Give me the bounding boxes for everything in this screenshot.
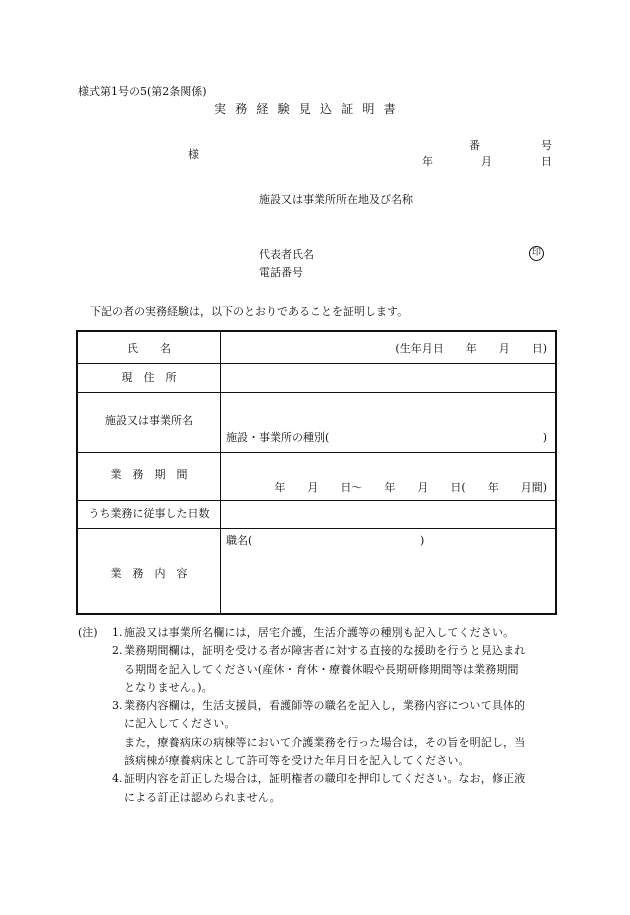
note-line: また，療養病床の病棟等において介護業務を行った場合は，その旨を明記し，当 bbox=[124, 735, 526, 749]
representative-name-label: 代表者氏名 bbox=[259, 248, 314, 261]
work-period-field[interactable]: 年 月 日〜 年 月 日( 年 月間) bbox=[274, 481, 547, 494]
notes-prefix: (注) bbox=[78, 626, 98, 639]
note-number: 1. bbox=[112, 626, 123, 639]
note-number: 4. bbox=[112, 772, 123, 786]
facility-type-field[interactable]: 施設・事業所の種別( bbox=[226, 431, 330, 444]
note-line: る期間を記入してください(産休・育休・療養休暇や長期研修期間等は業務期間 bbox=[124, 662, 519, 676]
birth-date-field[interactable]: (生年月日 年 月 日) bbox=[395, 342, 547, 355]
number-go-label: 号 bbox=[541, 139, 552, 152]
certification-statement: 下記の者の実務経験は，以下のとおりであることを証明します。 bbox=[90, 305, 409, 318]
seal-mark-icon: 印 bbox=[529, 246, 544, 261]
note-line: 施設又は事業所名欄には，居宅介護，生活介護等の種別も記入してください。 bbox=[124, 626, 515, 639]
phone-number-label: 電話番号 bbox=[259, 266, 303, 279]
notes-section bbox=[78, 624, 558, 807]
job-title-field[interactable]: 職名( bbox=[226, 534, 253, 547]
note-item bbox=[78, 642, 558, 697]
note-line: に記入してください。 bbox=[124, 717, 236, 731]
form-id: 様式第1号の5(第2条関係) bbox=[78, 85, 207, 98]
note-item bbox=[78, 624, 558, 642]
working-days-label: うち業務に従事した日数 bbox=[88, 507, 210, 520]
table-column-divider bbox=[220, 332, 221, 613]
note-number: 2. bbox=[112, 644, 123, 658]
date-month-label: 月 bbox=[481, 155, 492, 168]
table-row-divider bbox=[78, 528, 555, 529]
facility-type-close: ) bbox=[542, 431, 547, 444]
experience-table bbox=[76, 330, 557, 615]
table-row-divider bbox=[78, 392, 555, 393]
job-title-close: ) bbox=[420, 534, 425, 547]
issuer-facility-label: 施設又は事業所所在地及び名称 bbox=[259, 193, 413, 206]
table-row-divider bbox=[78, 452, 555, 453]
work-content-label: 業 務 内 容 bbox=[110, 567, 188, 580]
number-ban-label: 番 bbox=[469, 139, 480, 152]
document-title: 実務経験見込証明書 bbox=[214, 102, 405, 116]
note-item bbox=[78, 770, 558, 807]
note-line: 該病棟が療養病床として許可等を受けた年月日を記入してください。 bbox=[124, 754, 470, 768]
note-line: による訂正は認められません。 bbox=[124, 790, 281, 804]
address-label: 現 住 所 bbox=[121, 371, 177, 384]
work-period-label: 業 務 期 間 bbox=[110, 468, 188, 481]
note-line: 業務内容欄は，生活支援員，看護師等の職名を記入し，業務内容について具体的 bbox=[124, 699, 526, 713]
note-line: となりません。)。 bbox=[124, 680, 213, 694]
table-row-divider bbox=[78, 363, 555, 364]
note-line: 証明内容を訂正した場合は，証明権者の職印を押印してください。なお，修正液 bbox=[124, 772, 526, 786]
facility-name-label: 施設又は事業所名 bbox=[105, 414, 193, 427]
date-day-label: 日 bbox=[541, 155, 552, 168]
note-item bbox=[78, 697, 558, 770]
table-row-divider bbox=[78, 500, 555, 501]
note-number: 3. bbox=[112, 699, 123, 713]
date-year-label: 年 bbox=[422, 155, 433, 168]
name-label: 氏 名 bbox=[127, 342, 171, 355]
note-line: 業務期間欄は，証明を受ける者が障害者に対する直接的な援助を行うと見込まれ bbox=[124, 644, 526, 658]
addressee-suffix: 様 bbox=[188, 148, 199, 161]
